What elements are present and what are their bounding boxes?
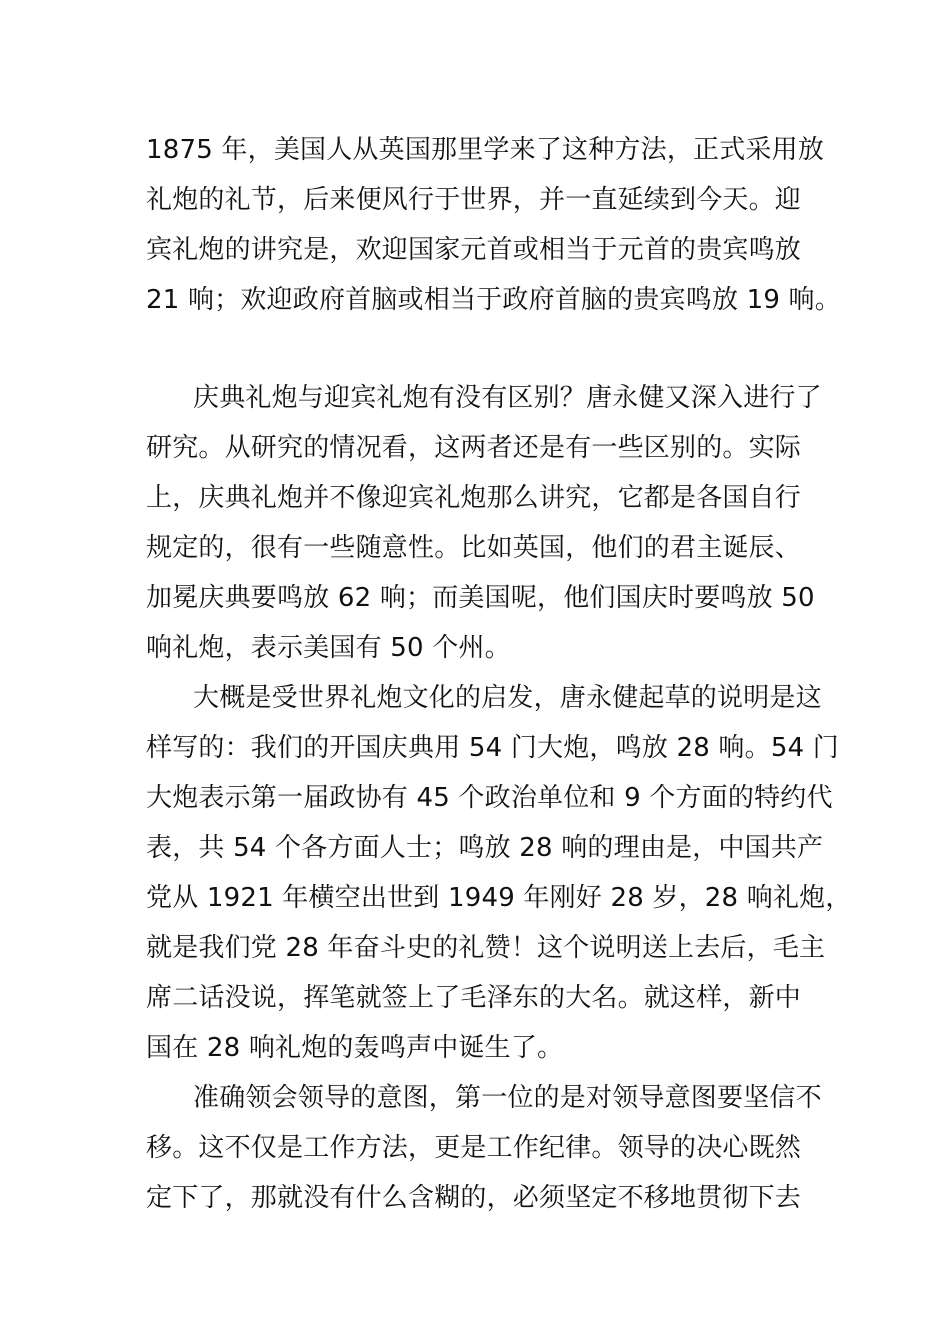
text-line: 表，共 54 个各方面人士；鸣放 28 响的理由是，中国共产 xyxy=(146,833,824,863)
text-line: 党从 1921 年横空出世到 1949 年刚好 28 岁，28 响礼炮， xyxy=(146,883,852,913)
text-line: 宾礼炮的讲究是，欢迎国家元首或相当于元首的贵宾鸣放 xyxy=(146,235,802,265)
text-line: 礼炮的礼节，后来便风行于世界，并一直延续到今天。迎 xyxy=(146,185,802,215)
text-line: 样写的：我们的开国庆典用 54 门大炮，鸣放 28 响。54 门 xyxy=(146,733,839,763)
text-line: 国在 28 响礼炮的轰鸣声中诞生了。 xyxy=(146,1033,564,1063)
text-line: 定下了，那就没有什么含糊的，必须坚定不移地贯彻下去 xyxy=(146,1183,802,1213)
text-line: 移。这不仅是工作方法，更是工作纪律。领导的决心既然 xyxy=(146,1133,802,1163)
text-line: 席二话没说，挥笔就签上了毛泽东的大名。就这样，新中 xyxy=(146,983,802,1013)
text-line: 准确领会领导的意图，第一位的是对领导意图要坚信不 xyxy=(193,1083,822,1113)
text-line: 响礼炮，表示美国有 50 个州。 xyxy=(146,633,511,663)
text-line: 加冕庆典要鸣放 62 响；而美国呢，他们国庆时要鸣放 50 xyxy=(146,583,815,613)
text-line: 大概是受世界礼炮文化的启发，唐永健起草的说明是这 xyxy=(193,683,822,713)
text-line: 上，庆典礼炮并不像迎宾礼炮那么讲究，它都是各国自行 xyxy=(146,483,802,513)
text-line: 庆典礼炮与迎宾礼炮有没有区别？唐永健又深入进行了 xyxy=(193,383,822,413)
text-line: 规定的，很有一些随意性。比如英国，他们的君主诞辰、 xyxy=(146,533,802,563)
text-line: 21 响；欢迎政府首脑或相当于政府首脑的贵宾鸣放 19 响。 xyxy=(146,285,841,315)
text-line: 1875 年，美国人从英国那里学来了这种方法，正式采用放 xyxy=(146,135,825,165)
text-line: 大炮表示第一届政协有 45 个政治单位和 9 个方面的特约代 xyxy=(146,783,833,813)
text-line: 就是我们党 28 年奋斗史的礼赞！这个说明送上去后，毛主 xyxy=(146,933,826,963)
text-line: 研究。从研究的情况看，这两者还是有一些区别的。实际 xyxy=(146,433,802,463)
